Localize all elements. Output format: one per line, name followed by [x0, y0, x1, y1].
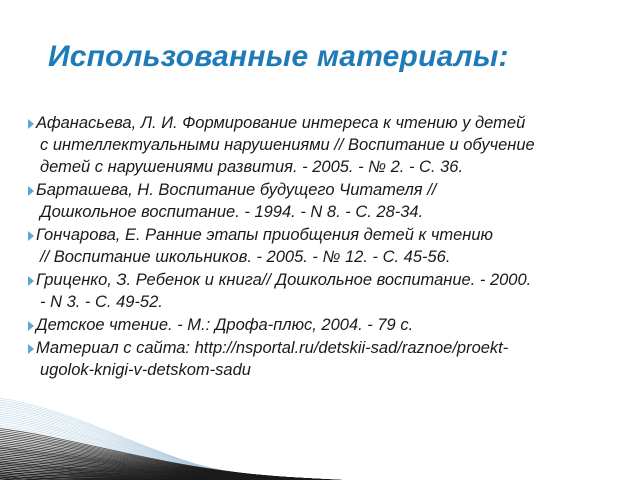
decor-line [0, 455, 332, 480]
decor-line [0, 416, 276, 477]
decor-line [0, 470, 352, 480]
decor-line [0, 427, 291, 478]
decor-line [0, 412, 270, 477]
bullet-arrow-icon [28, 119, 34, 129]
decor-line [0, 430, 296, 478]
reference-item [32, 112, 622, 178]
reference-line: Гриценко, З. Ребенок и книга// Дошкольное воспитание. - 2000. [36, 271, 532, 289]
decor-lines [0, 398, 370, 480]
decor-line [0, 446, 319, 479]
decor-line [0, 441, 311, 479]
decor-line [0, 405, 260, 476]
reference-line: ugolok-knigi-v-detskom-sadu [40, 361, 251, 379]
decor-line [0, 425, 288, 478]
slide-title: Использованные материалы: [48, 40, 509, 73]
reference-line: Афанасьева, Л. И. Формирование интереса к чтению у детей [36, 114, 526, 132]
decor-line [0, 407, 263, 477]
reference-line: Дошкольное воспитание. - 1994. - N 8. - С. 28-34. [40, 203, 424, 221]
reference-line: Детское чтение. - М.: Дрофа-плюс, 2004. - 79 с. [36, 316, 414, 334]
decor-line [0, 468, 350, 480]
decor-line [0, 437, 306, 479]
decor-line [0, 400, 253, 476]
reference-item [32, 269, 622, 313]
reference-line: с интеллектуальными нарушениями // Воспитание и обучение [40, 136, 535, 154]
bullet-arrow-icon [28, 231, 34, 241]
decor-line [0, 450, 324, 480]
bullet-arrow-icon [28, 276, 34, 286]
reference-item [32, 224, 622, 268]
decor-line [0, 445, 316, 480]
decor-line [0, 448, 322, 480]
decor-line [0, 421, 283, 478]
reference-line: Материал с сайта: http://nsportal.ru/detskii-sad/raznoe/proekt- [36, 339, 509, 357]
decor-line [0, 459, 337, 480]
decor-line [0, 414, 273, 477]
decor-line [0, 434, 301, 479]
references-list [32, 112, 622, 382]
bullet-arrow-icon [28, 186, 34, 196]
reference-line: Барташева, Н. Воспитание будущего Читателя // [36, 181, 437, 199]
decor-line [0, 428, 293, 478]
decor-line [0, 477, 362, 480]
decor-line [0, 402, 255, 477]
reference-line: - N 3. - С. 49-52. [40, 293, 163, 311]
reference-item [32, 314, 622, 336]
decor-line [0, 409, 265, 477]
bullet-arrow-icon [28, 321, 34, 331]
decor-line [0, 411, 268, 477]
decor-line [0, 432, 299, 478]
decor-line [0, 457, 334, 480]
decor-line [0, 462, 342, 480]
reference-line: Гончарова, Е. Ранние этапы приобщения детей к чтению [36, 226, 493, 244]
reference-item [32, 337, 622, 381]
decor-line [0, 439, 309, 479]
decor-line [0, 419, 281, 477]
decor-line [0, 475, 360, 480]
decor-line [0, 423, 286, 478]
decor-line [0, 436, 304, 479]
reference-item [32, 179, 622, 223]
decor-line [0, 418, 278, 478]
reference-line: // Воспитание школьников. - 2005. - № 12. - С. 45-56. [40, 248, 451, 266]
decor-line [0, 403, 258, 476]
decor-line [0, 473, 357, 480]
decor-line [0, 398, 250, 476]
decor-line [0, 466, 347, 480]
decor-line [0, 452, 327, 480]
bullet-arrow-icon [28, 344, 34, 354]
decor-line [0, 464, 345, 480]
decor-line [0, 453, 329, 480]
reference-line: детей с нарушениями развития. - 2005. - № 2. - С. 36. [40, 158, 464, 176]
decor-line [0, 461, 339, 480]
decor-line [0, 471, 355, 480]
decor-line [0, 443, 314, 480]
